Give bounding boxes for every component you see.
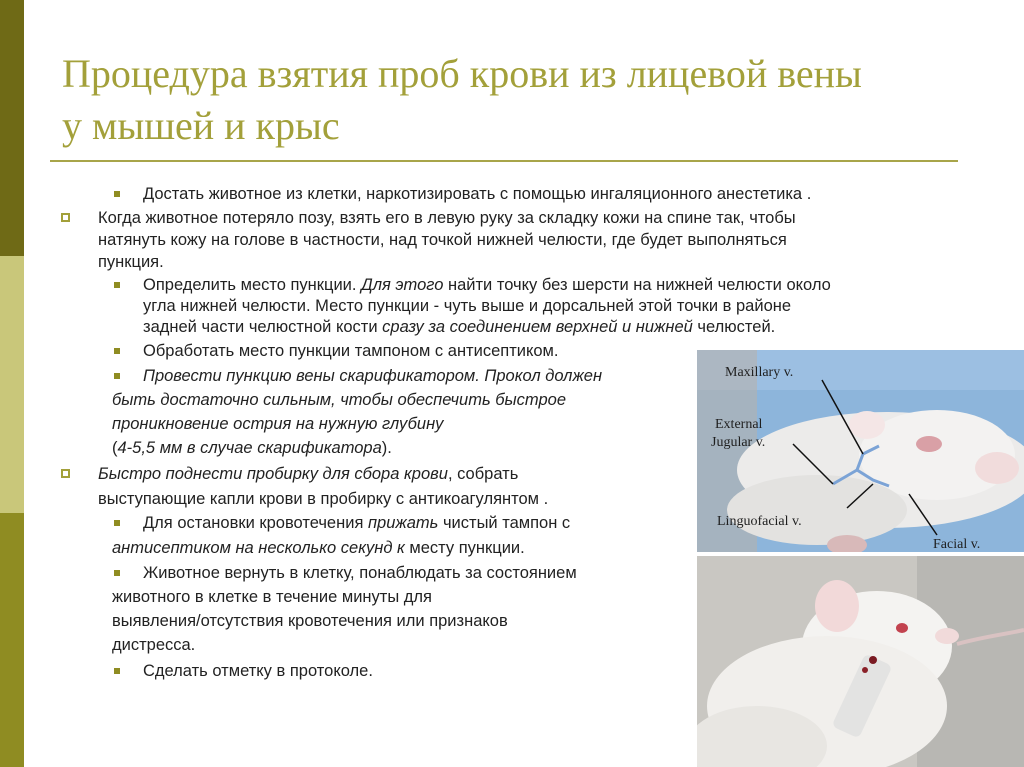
bullet-text-line bbox=[143, 512, 570, 534]
text-span: найти точку без шерсти на нижней челюсти около bbox=[443, 276, 831, 294]
text-span-italic: сразу за соединением верхней и нижней bbox=[382, 318, 693, 336]
square-bullet-icon bbox=[114, 570, 120, 576]
bullet-text-line bbox=[143, 316, 775, 338]
vein-anatomy-figure bbox=[697, 350, 1024, 552]
slide-title-line-2: у мышей и крыс bbox=[62, 103, 340, 148]
bullet-text: Сделать отметку в протоколе. bbox=[143, 662, 373, 680]
text-span-italic: Быстро поднести пробирку для сбора крови bbox=[98, 465, 448, 483]
square-bullet-icon bbox=[114, 348, 120, 354]
bullet-text-line bbox=[112, 537, 525, 559]
bullet-text-line: угла нижней челюсти. Место пункции - чуть выше и дорсальней этой точки в районе bbox=[143, 297, 792, 315]
label-facial: Facial v. bbox=[933, 537, 981, 552]
label-jugular: Jugular v. bbox=[711, 435, 766, 450]
text-span: ( bbox=[112, 439, 118, 457]
bullet-text: Достать животное из клетки, наркотизировать с помощью ингаляционного анестетика . bbox=[143, 185, 812, 203]
text-span-italic: 4-5,5 мм в случае скарификатора bbox=[117, 439, 382, 457]
bullet-text-line: выявления/отсутствия кровотечения или признаков bbox=[112, 612, 508, 630]
bullet-text-line: животного в клетке в течение минуты для bbox=[112, 588, 432, 606]
text-span: ). bbox=[381, 439, 392, 457]
paragraph-line: натянуть кожу на голове в частности, над точкой нижней челюсти, где будет выполняться bbox=[98, 231, 787, 249]
text-span: челюстей. bbox=[692, 318, 776, 336]
label-maxillary: Maxillary v. bbox=[725, 365, 794, 380]
bullet-text-line: быть достаточно сильным, чтобы обеспечить быстрое bbox=[112, 391, 566, 409]
square-bullet-icon bbox=[114, 282, 120, 288]
square-bullet-icon bbox=[114, 668, 120, 674]
text-span-italic: Для этого bbox=[361, 276, 444, 294]
hollow-square-bullet-icon bbox=[61, 213, 70, 222]
paragraph-line bbox=[98, 463, 518, 485]
vein-anatomy-drawing bbox=[697, 350, 1024, 552]
text-span: месту пункции. bbox=[404, 539, 525, 557]
slide-title-line-1: Процедура взятия проб крови из лицевой вены bbox=[62, 51, 862, 96]
bullet-text-line bbox=[112, 437, 392, 459]
bullet-text-line: дистресса. bbox=[112, 636, 196, 654]
label-external: External bbox=[715, 417, 763, 432]
paragraph-line: Когда животное потеряло позу, взять его в левую руку за складку кожи на спине так, чтобы bbox=[98, 209, 796, 227]
bullet-text: Обработать место пункции тампоном с антисептиком. bbox=[143, 342, 559, 360]
text-span: , собрать bbox=[447, 465, 519, 483]
paragraph-line: пункция. bbox=[98, 253, 164, 271]
bullet-text-line: Провести пункцию вены скарификатором. Прокол должен bbox=[143, 367, 603, 385]
bullet-text-line: проникновение острия на нужную глубину bbox=[112, 415, 444, 433]
hollow-square-bullet-icon bbox=[61, 469, 70, 478]
text-span-italic: антисептиком на несколько секунд к bbox=[112, 539, 405, 557]
label-linguofacial: Linguofacial v. bbox=[717, 514, 802, 529]
text-span: задней части челюстной кости bbox=[143, 318, 383, 336]
text-span: Для остановки кровотечения bbox=[143, 514, 368, 532]
square-bullet-icon bbox=[114, 373, 120, 379]
square-bullet-icon bbox=[114, 191, 120, 197]
square-bullet-icon bbox=[114, 520, 120, 526]
text-span: Определить место пункции. bbox=[143, 276, 362, 294]
text-span: чистый тампон с bbox=[438, 514, 571, 532]
procedure-drawing bbox=[697, 556, 1024, 767]
text-span-italic: прижать bbox=[367, 514, 439, 532]
procedure-photo bbox=[697, 556, 1024, 767]
paragraph-line: выступающие капли крови в пробирку с антикоагулянтом . bbox=[98, 490, 549, 508]
bullet-text-line bbox=[143, 274, 831, 296]
bullet-text-line: Животное вернуть в клетку, понаблюдать за состоянием bbox=[143, 564, 577, 582]
